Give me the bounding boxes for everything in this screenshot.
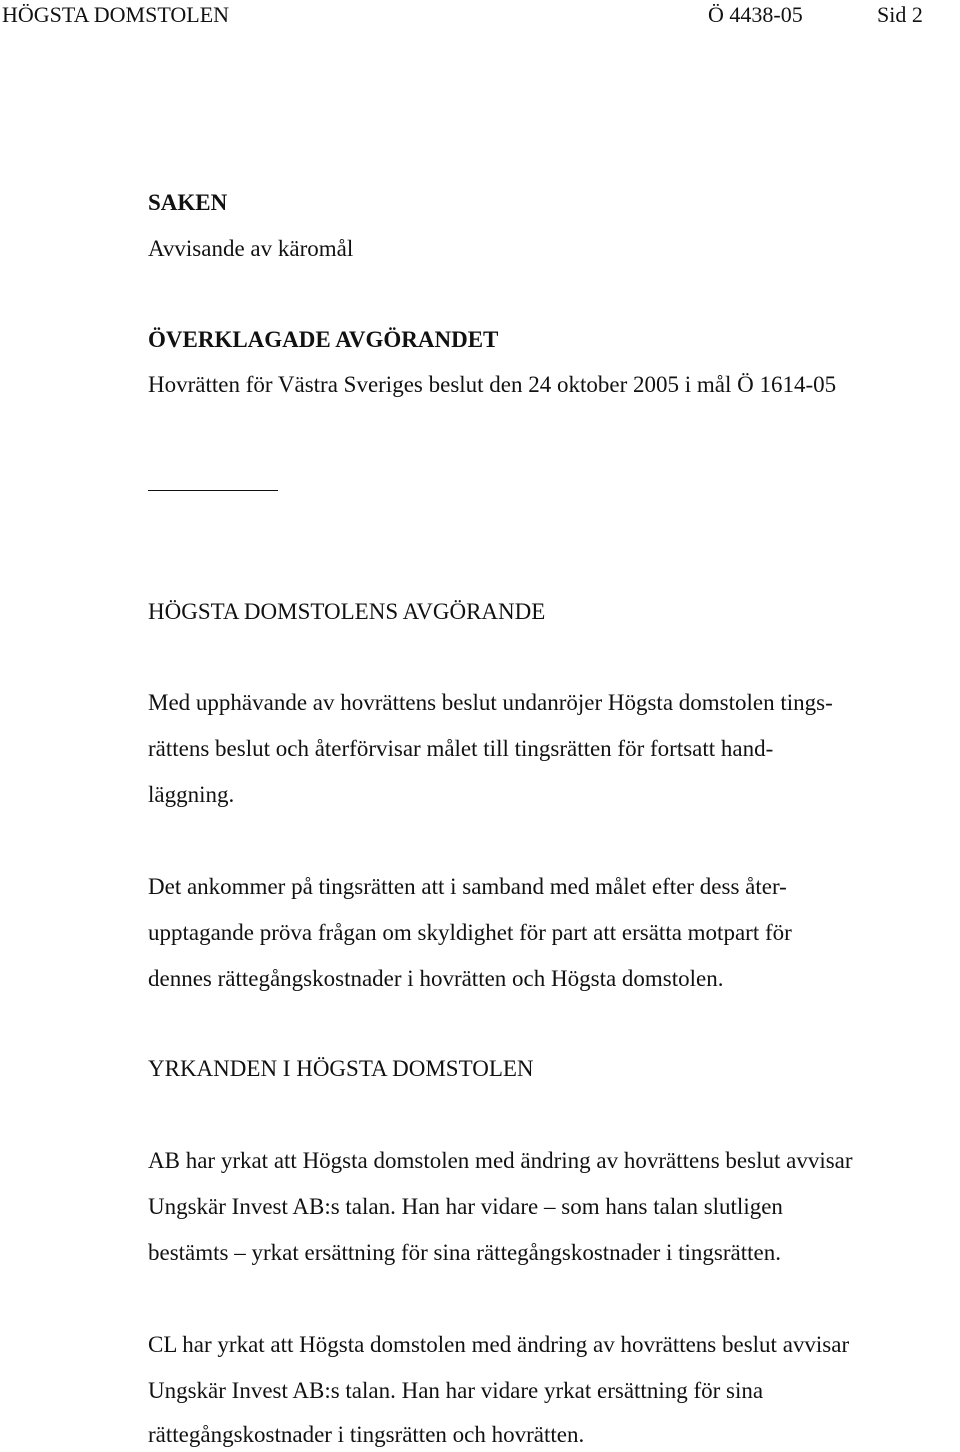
yrkanden-p1-line3: bestämts – yrkat ersättning för sina rättegångskostnader i tingsrätten.: [148, 1240, 781, 1265]
avgorande-p1-line1: Med upphävande av hovrättens beslut undanröjer Högsta domstolen tings-: [148, 690, 833, 715]
yrkanden-p2-line3: rättegångskostnader i tingsrätten och hovrätten.: [148, 1422, 585, 1447]
yrkanden-p2-line2: Ungskär Invest AB:s talan. Han har vidare yrkat ersättning för sina: [148, 1378, 764, 1403]
overklagade-heading: ÖVERKLAGADE AVGÖRANDET: [148, 327, 499, 352]
avgorande-p2-line3: dennes rättegångskostnader i hovrätten och Högsta domstolen.: [148, 966, 724, 991]
header-court-name: HÖGSTA DOMSTOLEN: [2, 2, 230, 27]
avgorande-p1-line2: rättens beslut och återförvisar målet till tingsrätten för fortsatt hand-: [148, 736, 774, 761]
yrkanden-p1-line2: Ungskär Invest AB:s talan. Han har vidare – som hans talan slutligen: [148, 1194, 783, 1219]
avgorande-p2-line2: upptagande pröva frågan om skyldighet för part att ersätta motpart för: [148, 920, 792, 945]
yrkanden-heading: YRKANDEN I HÖGSTA DOMSTOLEN: [148, 1056, 534, 1081]
saken-heading: SAKEN: [148, 190, 228, 215]
separator-rule: [148, 490, 278, 491]
yrkanden-p2-line1: CL har yrkat att Högsta domstolen med ändring av hovrättens beslut avvisar: [148, 1332, 850, 1357]
header-case-number: Ö 4438-05: [708, 2, 803, 27]
yrkanden-p1-line1: AB har yrkat att Högsta domstolen med ändring av hovrättens beslut avvisar: [148, 1148, 853, 1173]
avgorande-p2-line1: Det ankommer på tingsrätten att i samband med målet efter dess åter-: [148, 874, 787, 899]
saken-text: Avvisande av käromål: [148, 236, 354, 261]
overklagade-text: Hovrätten för Västra Sveriges beslut den 24 oktober 2005 i mål Ö 1614-05: [148, 372, 837, 397]
header-page-number: Sid 2: [877, 2, 923, 27]
avgorande-p1-line3: läggning.: [148, 782, 235, 807]
avgorande-heading: HÖGSTA DOMSTOLENS AVGÖRANDE: [148, 599, 546, 624]
